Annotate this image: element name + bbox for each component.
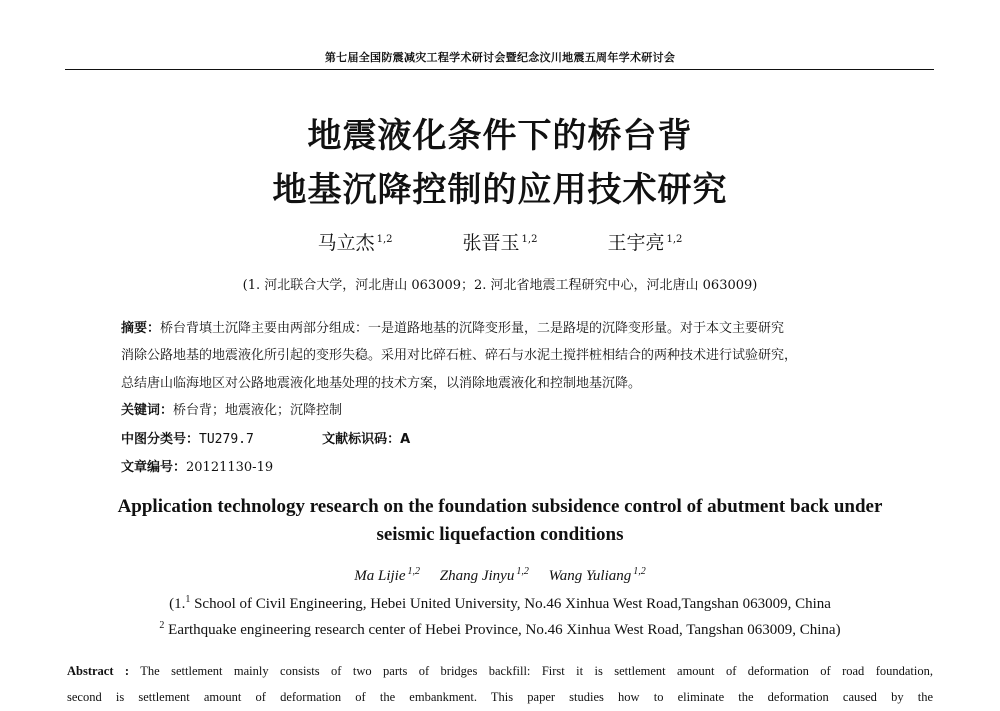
abstract-en-text1: The settlement mainly consists of two parts of bridges backfill: First it is settlement amount of deformation of road foundation, xyxy=(140,664,933,678)
abstract-zh-line3: 总结唐山临海地区对公路地震液化地基处理的技术方案，以消除地震液化和控制地基沉降。 xyxy=(121,376,642,391)
affiliation-en-sup2: 2 xyxy=(159,620,165,631)
author-en-2 xyxy=(440,566,529,585)
clc-value: TU279.7 xyxy=(199,432,254,447)
abstract-en-line1 xyxy=(67,664,933,679)
abstract-en-line2: second is settlement amount of deformation of the embankment. This paper studies how to eliminate the deformation caused by the xyxy=(67,690,933,704)
author-en-name: Wang Yuliang xyxy=(548,568,632,584)
affiliation-zh: (1. 河北联合大学，河北唐山 063009；2. 河北省地震工程研究中心，河北唐山 063009) xyxy=(242,278,758,293)
author-zh-name: 王宇亮 xyxy=(607,232,665,254)
author-zh-2 xyxy=(463,228,538,255)
title-en-line2: seismic liquefaction conditions xyxy=(376,524,624,545)
title-en-line1: Application technology research on the foundation subsidence control of abutment back under xyxy=(117,496,883,517)
doc-code-value: A xyxy=(400,432,411,447)
article-number-label: 文章编号： xyxy=(121,460,187,475)
author-en-name: Ma Lijie xyxy=(354,568,406,584)
author-zh-sup: 1,2 xyxy=(376,233,393,245)
author-zh-name: 张晋玉 xyxy=(462,232,520,254)
article-number xyxy=(121,456,901,475)
affiliation-en-line1 xyxy=(0,594,1000,613)
affiliation-en-sup1: 1 xyxy=(185,594,191,605)
running-header: 第七届全国防震减灾工程学术研讨会暨纪念汶川地震五周年学术研讨会 xyxy=(324,51,676,64)
affiliation-en-text1: School of Civil Engineering, Hebei United University, No.46 Xinhua West Road,Tangshan 063009, China xyxy=(194,596,831,612)
abstract-zh-line2: 消除公路地基的地震液化所引起的变形失稳。采用对比碎石桩、碎石与水泥土搅拌桩相结合的两种技术进行试验研究， xyxy=(121,348,798,363)
abstract-zh-line1 xyxy=(121,317,901,336)
affiliation-en-text2: Earthquake engineering research center of Hebei Province, No.46 Xinhua West Road, Tangshan 063009, China) xyxy=(168,622,841,638)
author-en-name: Zhang Jinyu xyxy=(439,568,515,584)
author-en-sup: 1,2 xyxy=(407,566,420,577)
affiliation-en-line2 xyxy=(0,620,1000,639)
authors-zh xyxy=(0,228,1000,255)
doc-code-label: 文献标识码： xyxy=(322,432,401,447)
author-zh-sup: 1,2 xyxy=(666,233,683,245)
abstract-zh-text1: 桥台背填土沉降主要由两部分组成：一是道路地基的沉降变形量，二是路堤的沉降变形量。对于本文主要研究 xyxy=(160,321,785,336)
title-zh-line1: 地震液化条件下的桥台背 xyxy=(307,116,693,156)
author-en-sup: 1,2 xyxy=(633,566,646,577)
keywords-zh xyxy=(121,399,901,418)
keywords-zh-label: 关键词： xyxy=(121,403,174,418)
author-en-sup: 1,2 xyxy=(516,566,529,577)
author-zh-name: 马立杰 xyxy=(317,232,375,254)
author-zh-3 xyxy=(608,228,683,255)
abstract-zh-label: 摘要： xyxy=(121,321,161,336)
classification-row xyxy=(121,428,901,447)
author-zh-1 xyxy=(318,228,393,255)
abstract-en-label: Abstract : xyxy=(67,664,130,678)
keywords-zh-value: 桥台背；地震液化；沉降控制 xyxy=(173,403,343,418)
author-en-1 xyxy=(354,566,420,585)
header-rule xyxy=(65,69,934,70)
affiliation-en-prefix: (1. xyxy=(169,596,186,612)
author-en-3 xyxy=(549,566,646,585)
article-number-value: 20121130-19 xyxy=(186,460,274,475)
title-zh-line2: 地基沉降控制的应用技术研究 xyxy=(272,170,728,210)
author-zh-sup: 1,2 xyxy=(521,233,538,245)
authors-en xyxy=(0,566,1000,585)
clc-label: 中图分类号： xyxy=(121,432,200,447)
